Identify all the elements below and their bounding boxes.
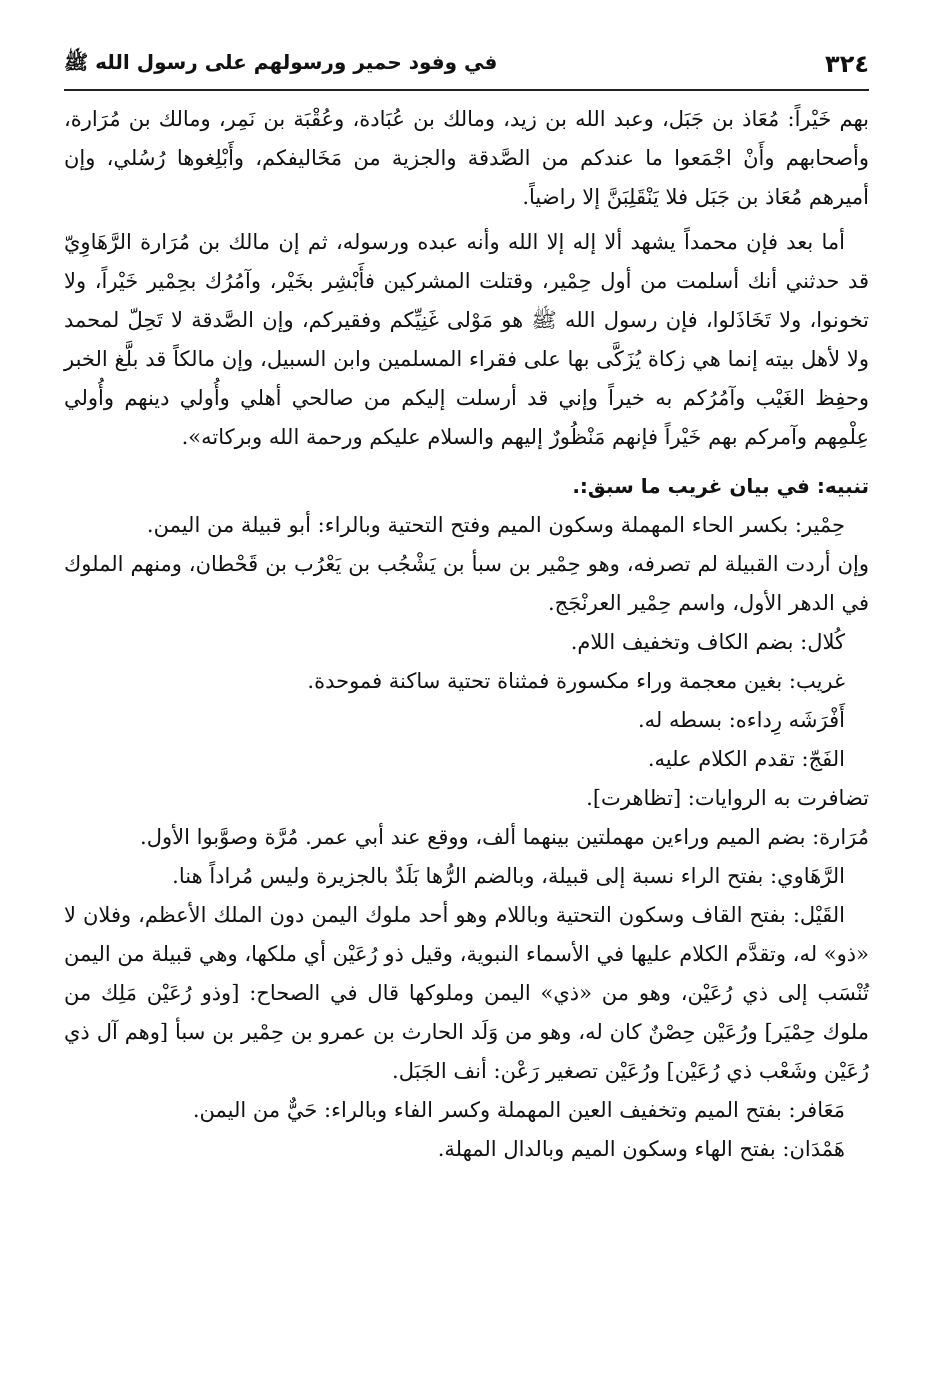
gloss-hamdan: هَمْدَان: بفتح الهاء وسكون الميم وبالدال المهلة. xyxy=(437,1137,845,1161)
gloss-tadafarat: تضافرت به الروايات: [تظاهرت]. xyxy=(586,786,869,810)
page-header xyxy=(64,40,869,88)
gloss-alfajj: الفَجّ: تقدم الكلام عليه. xyxy=(647,747,845,771)
paragraph-letter-body: أما بعد فإن محمداً يشهد ألا إله إلا الله وأنه عبده ورسوله، ثم إن مالك بن مُرَارة الرَّهَاوِيّ قد حدثني أنك أسلمت من أول حِمْير، وقتلت المشركين فأَبْشِر بخَيْر، وآمُرُك بحِمْير خَيْراً، ولا تخونوا، ولا تَخَاذَلوا، فإن رسول الله ﷺ هو مَوْلى غَنِيِّكم وفقيركم، وإن الصَّدقة لا تَحِلّ لمحمد ولا لأهل بيته إنما هي زكاة يُزَكَّى بها على فقراء المسلمين وابن السبيل، وإن مالكاً قد بلَّغ الخبر وحفِظ الغَيْب وآمُرُكم به خيراً وإني قد أرسلت إليكم من صالحي أهلي وأُولي دينهم وأُولي عِلْمِهم وآمركم بهم خَيْراً فإنهم مَنْظُورٌ إليهم والسلام عليكم ورحمة الله وبركاته». xyxy=(64,230,869,449)
page-number: ٣٢٤ xyxy=(825,50,869,78)
paragraph-letter-end: بهم خَيْراً: مُعَاذ بن جَبَل، وعبد الله بن زيد، ومالك بن عُبَادة، وعُقْبَة بن نَمِر، ومالك بن مُرَارة، وأصحابهم وأَنْ اجْمَعوا ما عندكم من الصَّدقة والجزية من مَخَاليفكم، وأَبْلِغوها رُسُلي، وإن أميرهم مُعَاذ بن جَبَل فلا يَنْقَلِبَنَّ إلا راضياً. xyxy=(64,107,869,209)
gloss-murara: مُرَارة: بضم الميم وراءين مهملتين بينهما ألف، ووقع عند أبي عمر. مُرَّة وصوَّبوا الأول. xyxy=(140,825,869,849)
note-heading: تنبيه: في بيان غريب ما سبق:. xyxy=(572,474,869,498)
header-rule xyxy=(64,89,869,91)
gloss-gharib: غريب: بغين معجمة وراء مكسورة فمثناة تحتية ساكنة فموحدة. xyxy=(307,669,845,693)
gloss-himyar-tribe: وإن أردت القبيلة لم تصرفه، وهو حِمْير بن سبأ بن يَشْجُب بن يَعْرُب بن قَحْطان، ومنهم الملوك في الدهر الأول، واسم حِمْير العرنْجَج. xyxy=(64,552,869,615)
page-body xyxy=(64,100,869,1169)
gloss-himyar: حِمْير: بكسر الحاء المهملة وسكون الميم وفتح التحتية وبالراء: أبو قبيلة من اليمن. xyxy=(146,513,845,537)
gloss-alqayl: القَيْل: بفتح القاف وسكون التحتية وباللام وهو أحد ملوك اليمن دون الملك الأعظم، وفلان لا «ذو» له، وتقدَّم الكلام عليها في الأسماء النبوية، وقيل ذو رُعَيْن أي ملكها، وهي قبيلة من اليمن تُنْسَب إلى ذي رُعَيْن، وهو من «ذي» اليمن وملوكها قال في الصحاح: [وذو رُعَيْن مَلِك من ملوك حِمْيَر] ورُعَيْن حِصْنٌ كان له، وهو من وَلَد الحارث بن عمرو بن حِمْير بن سبأ [وهم آل ذي رُعَيْن وشَعْب ذي رُعَيْن] ورُعَيْن تصغير رَعْن: أنف الجَبَل. xyxy=(64,903,869,1083)
gloss-afrashahu: أَفْرَشَه رِداءه: بسطه له. xyxy=(637,708,845,732)
gloss-maafir: مَعَافر: بفتح الميم وتخفيف العين المهملة وكسر الفاء وبالراء: حَيٌّ من اليمن. xyxy=(192,1098,845,1122)
gloss-kulal: كُلال: بضم الكاف وتخفيف اللام. xyxy=(570,630,845,654)
gloss-alrahawi: الرَّهَاوي: بفتح الراء نسبة إلى قبيلة، وبالضم الرُّها بَلَدٌ بالجزيرة وليس مُراداً هنا. xyxy=(172,864,845,888)
running-title: في وفود حمير ورسولهم على رسول الله ﷺ xyxy=(64,49,498,74)
